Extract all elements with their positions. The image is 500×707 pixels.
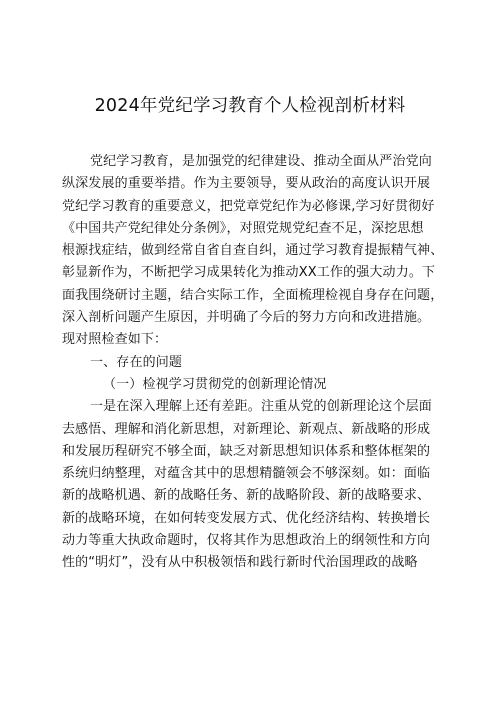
body-line: 系统归纳整理，对蕴含其中的思想精髓领会不够深刻。如：面临	[62, 466, 431, 482]
body-line: 《中国共产党纪律处分条例》，对照党规党纪查不足，深挖思想	[62, 220, 424, 236]
body-line: 一是在深入理解上还有差距。注重从党的创新理论这个层面	[90, 399, 432, 415]
section-heading: 一、存在的问题	[90, 354, 183, 370]
body-line: 彰显新作为，不断把学习成果转化为推动XX工作的强大动力。下	[62, 265, 436, 281]
body-line: 党纪学习教育，是加强党的纪律建设、推动全面从严治党向	[90, 154, 432, 169]
body-line: 性的“明灯”，没有从中积极领悟和践行新时代治国理政的战略	[62, 555, 418, 571]
body-line: 党纪学习教育的重要意义，把党章党纪作为必修课,学习好贯彻好	[62, 198, 435, 214]
body-line: 和发展历程研究不够全面，缺乏对新思想知识体系和整体框架的	[62, 443, 431, 459]
body-line: 动力等重大执政命题时，仅将其作为思想政治上的纲领性和方向	[62, 533, 431, 549]
document-title: 2024年党纪学习教育个人检视剖析材料	[94, 96, 406, 116]
body-line: 现对照检查如下：	[62, 332, 168, 348]
body-line: 新的战略环境，在如何转变发展方式、优化经济结构、转换增长	[62, 510, 431, 526]
subsection-heading: （一）检视学习贯彻党的创新理论情况	[103, 376, 327, 392]
body-line: 面我围绕研讨主题，结合实际工作，全面梳理检视自身存在问题，	[62, 287, 444, 303]
body-line: 深入剖析问题产生原因，并明确了今后的努力方向和改进措施。	[62, 310, 431, 326]
body-line: 根源找症结，做到经常自省自查自纠，通过学习教育提振精气神、	[62, 243, 444, 259]
body-line: 纵深发展的重要举措。作为主要领导，要从政治的高度认识开展	[62, 176, 431, 192]
document-body	[62, 151, 448, 575]
body-line: 去感悟、理解和消化新思想，对新理论、新观点、新战略的形成	[62, 421, 431, 437]
body-line: 新的战略机遇、新的战略任务、新的战略阶段、新的战略要求、	[62, 488, 431, 504]
